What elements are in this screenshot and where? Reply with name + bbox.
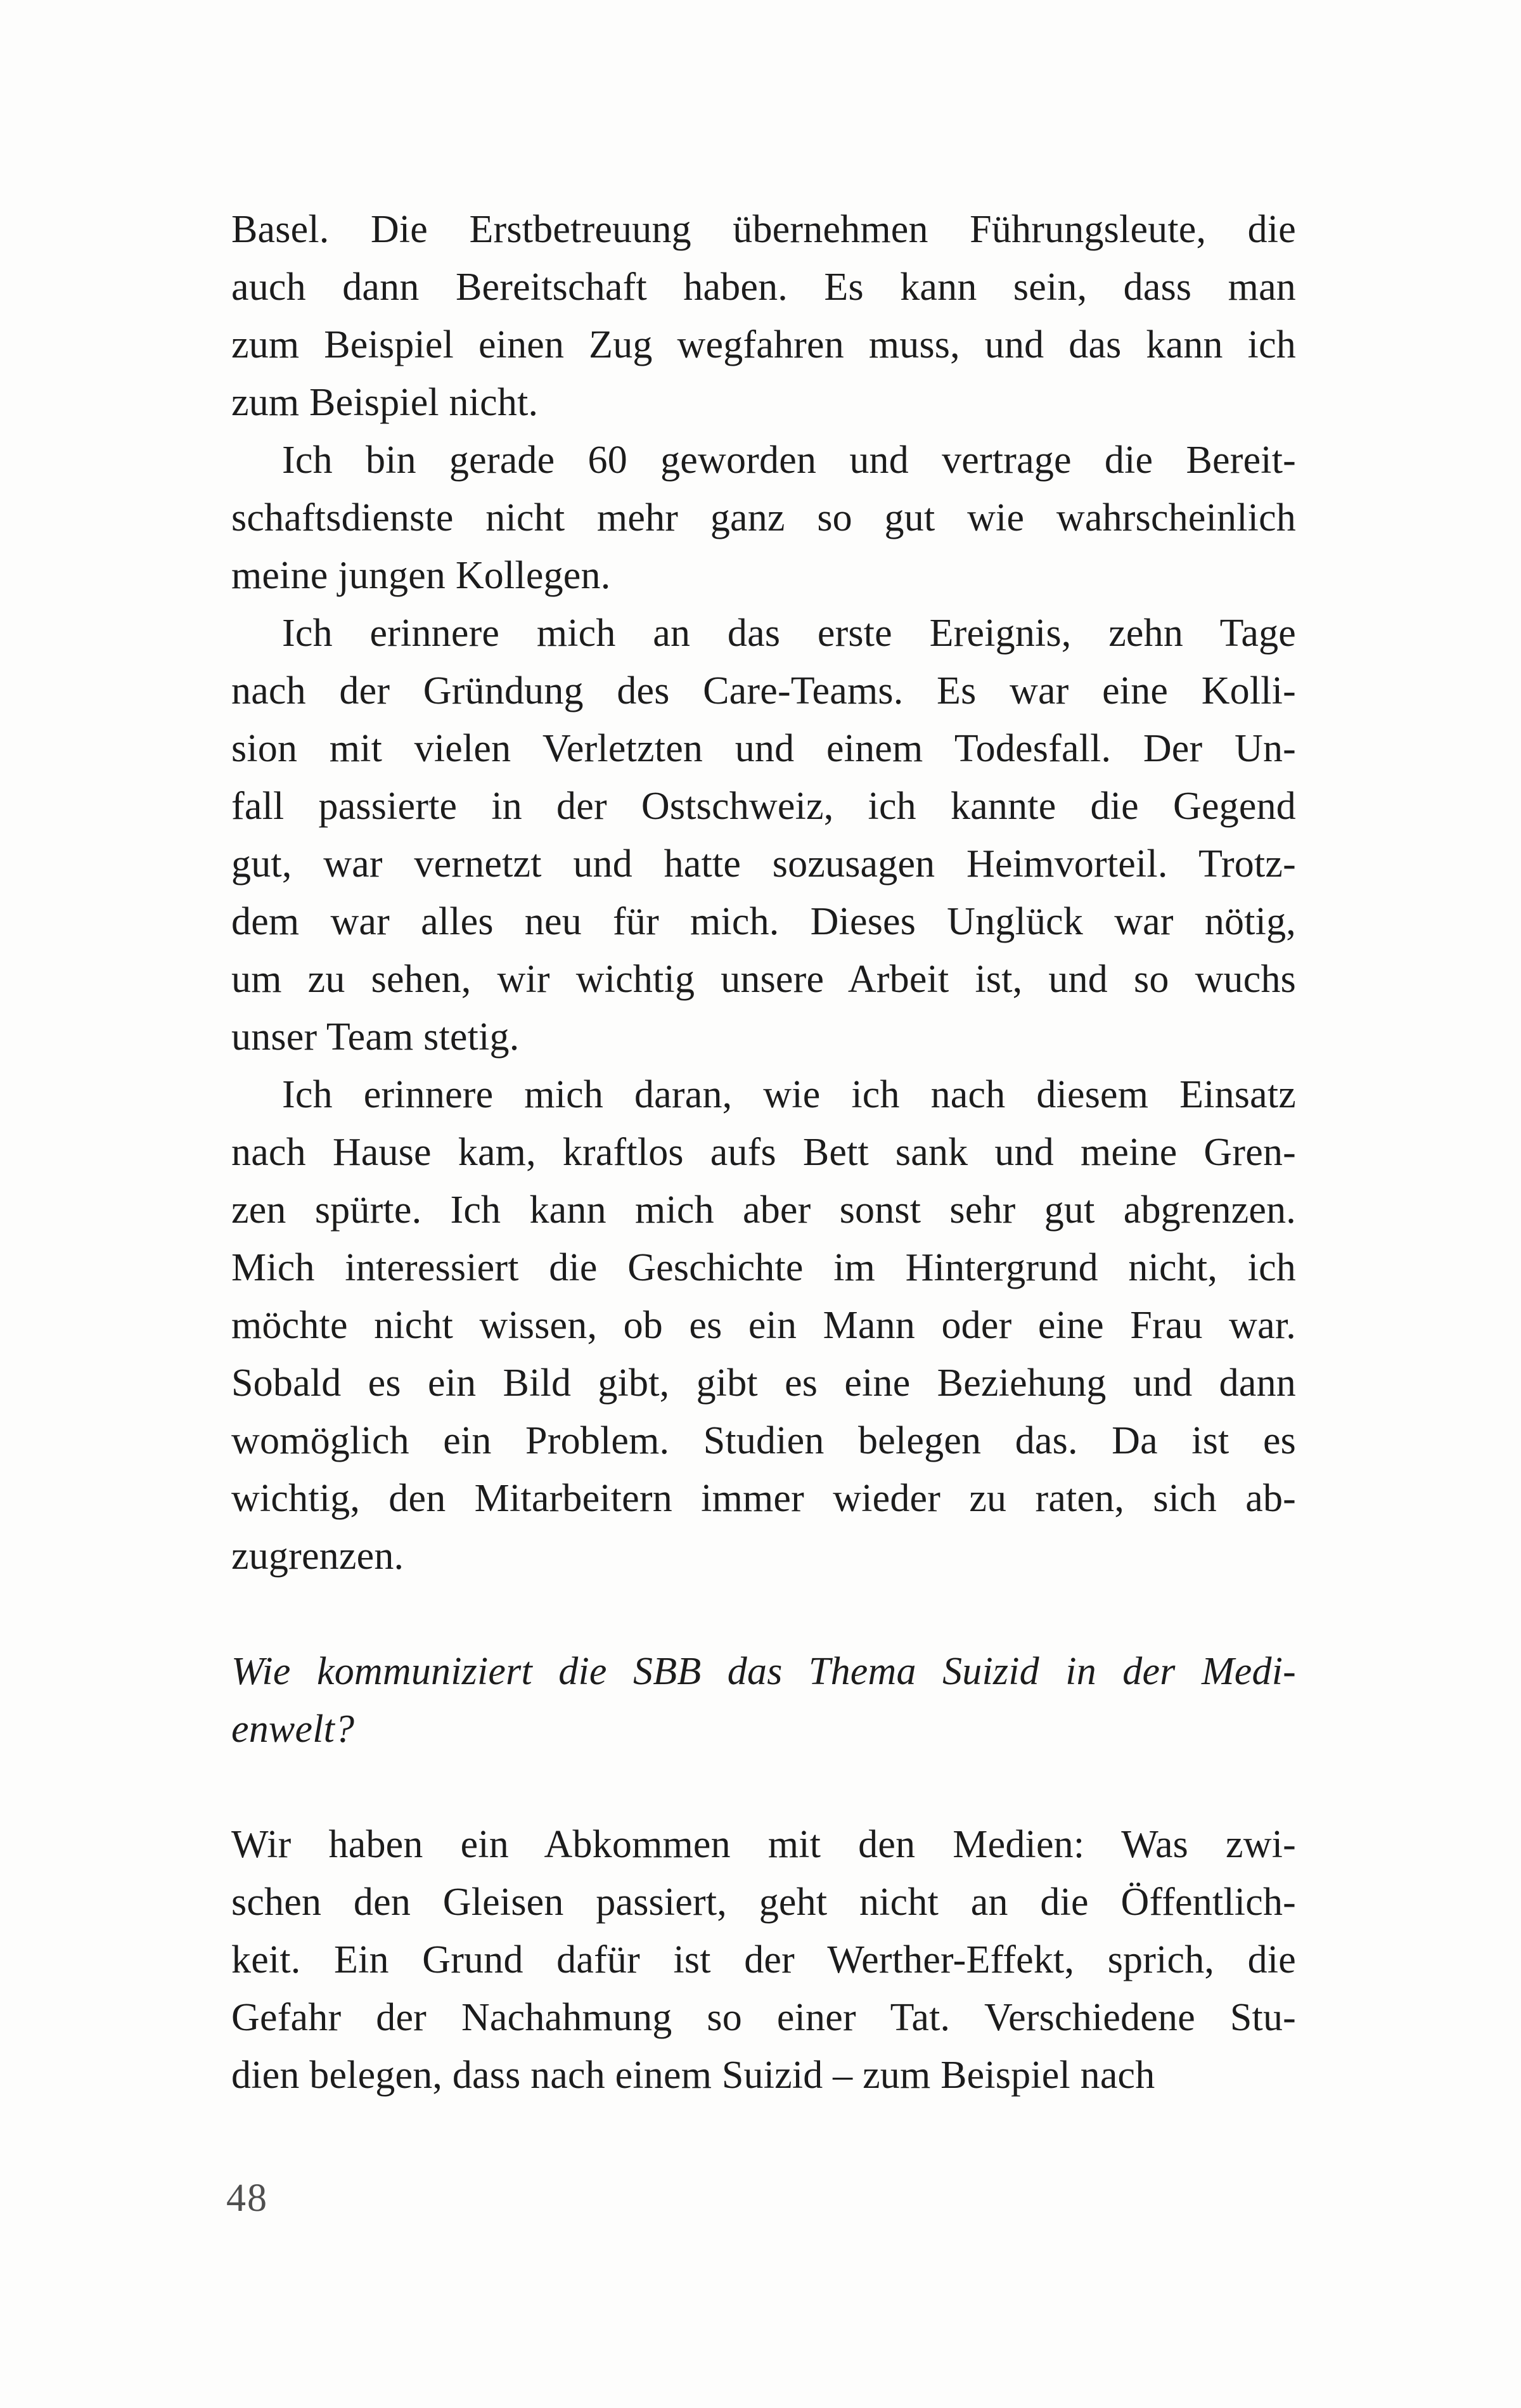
text-line: Ich erinnere mich an das erste Ereignis, zehn Tage	[282, 612, 1296, 655]
text-line: Sobald es ein Bild gibt, gibt es eine Beziehung und dann	[231, 1362, 1296, 1405]
page-number: 48	[226, 2177, 268, 2220]
text-line: dien belegen, dass nach einem Suizid – zum Beispiel nach	[231, 2054, 1155, 2097]
text-line: möchte nicht wissen, ob es ein Mann oder eine Frau war.	[231, 1304, 1296, 1347]
paragraph-answer-2	[231, 432, 1296, 605]
text-line: Wie kommuniziert die SBB das Thema Suizid in der Medi-	[231, 1650, 1296, 1693]
interview-question	[231, 1643, 1296, 1758]
text-line: schen den Gleisen passiert, geht nicht an die Öffentlich-	[231, 1881, 1296, 1924]
text-line: sion mit vielen Verletzten und einem Todesfall. Der Un-	[231, 727, 1296, 770]
text-line: zen spürte. Ich kann mich aber sonst sehr gut abgrenzen.	[231, 1188, 1296, 1232]
text-line: gut, war vernetzt und hatte sozusagen Heimvorteil. Trotz-	[231, 842, 1296, 885]
text-line: Ich bin gerade 60 geworden und vertrage die Bereit-	[282, 439, 1296, 482]
text-line: zugrenzen.	[231, 1535, 404, 1578]
text-line: dem war alles neu für mich. Dieses Unglück war nötig,	[231, 900, 1296, 943]
text-line: zum Beispiel nicht.	[231, 381, 539, 424]
text-line: fall passierte in der Ostschweiz, ich kannte die Gegend	[231, 785, 1296, 828]
text-line: Gefahr der Nachahmung so einer Tat. Verschiedene Stu-	[231, 1996, 1296, 2039]
text-line: schaftsdienste nicht mehr ganz so gut wie wahrscheinlich	[231, 496, 1296, 539]
text-line: Basel. Die Erstbetreuung übernehmen Führungsleute, die	[231, 208, 1296, 251]
text-line: nach Hause kam, kraftlos aufs Bett sank und meine Gren-	[231, 1131, 1296, 1174]
text-line: womöglich ein Problem. Studien belegen das. Da ist es	[231, 1419, 1296, 1462]
text-line: auch dann Bereitschaft haben. Es kann sein, dass man	[231, 266, 1296, 309]
text-line: um zu sehen, wir wichtig unsere Arbeit ist, und so wuchs	[231, 958, 1296, 1001]
text-line: nach der Gründung des Care-Teams. Es war eine Kolli-	[231, 669, 1296, 712]
text-column	[231, 201, 1296, 2104]
text-line: zum Beispiel einen Zug wegfahren muss, und das kann ich	[231, 323, 1296, 366]
paragraph-answer-4	[231, 1066, 1296, 1585]
text-line: meine jungen Kollegen.	[231, 554, 611, 597]
text-line: Wir haben ein Abkommen mit den Medien: Was zwi-	[231, 1823, 1296, 1866]
text-line: enwelt?	[231, 1708, 355, 1751]
text-line: unser Team stetig.	[231, 1015, 520, 1059]
paragraph-answer-1	[231, 201, 1296, 432]
text-line: Ich erinnere mich daran, wie ich nach diesem Einsatz	[282, 1073, 1296, 1116]
paragraph-answer-3	[231, 605, 1296, 1066]
text-line: Mich interessiert die Geschichte im Hintergrund nicht, ich	[231, 1246, 1296, 1289]
text-line: keit. Ein Grund dafür ist der Werther-Effekt, sprich, die	[231, 1938, 1296, 1981]
text-line: wichtig, den Mitarbeitern immer wieder zu raten, sich ab-	[231, 1477, 1296, 1520]
paragraph-answer-5	[231, 1816, 1296, 2104]
